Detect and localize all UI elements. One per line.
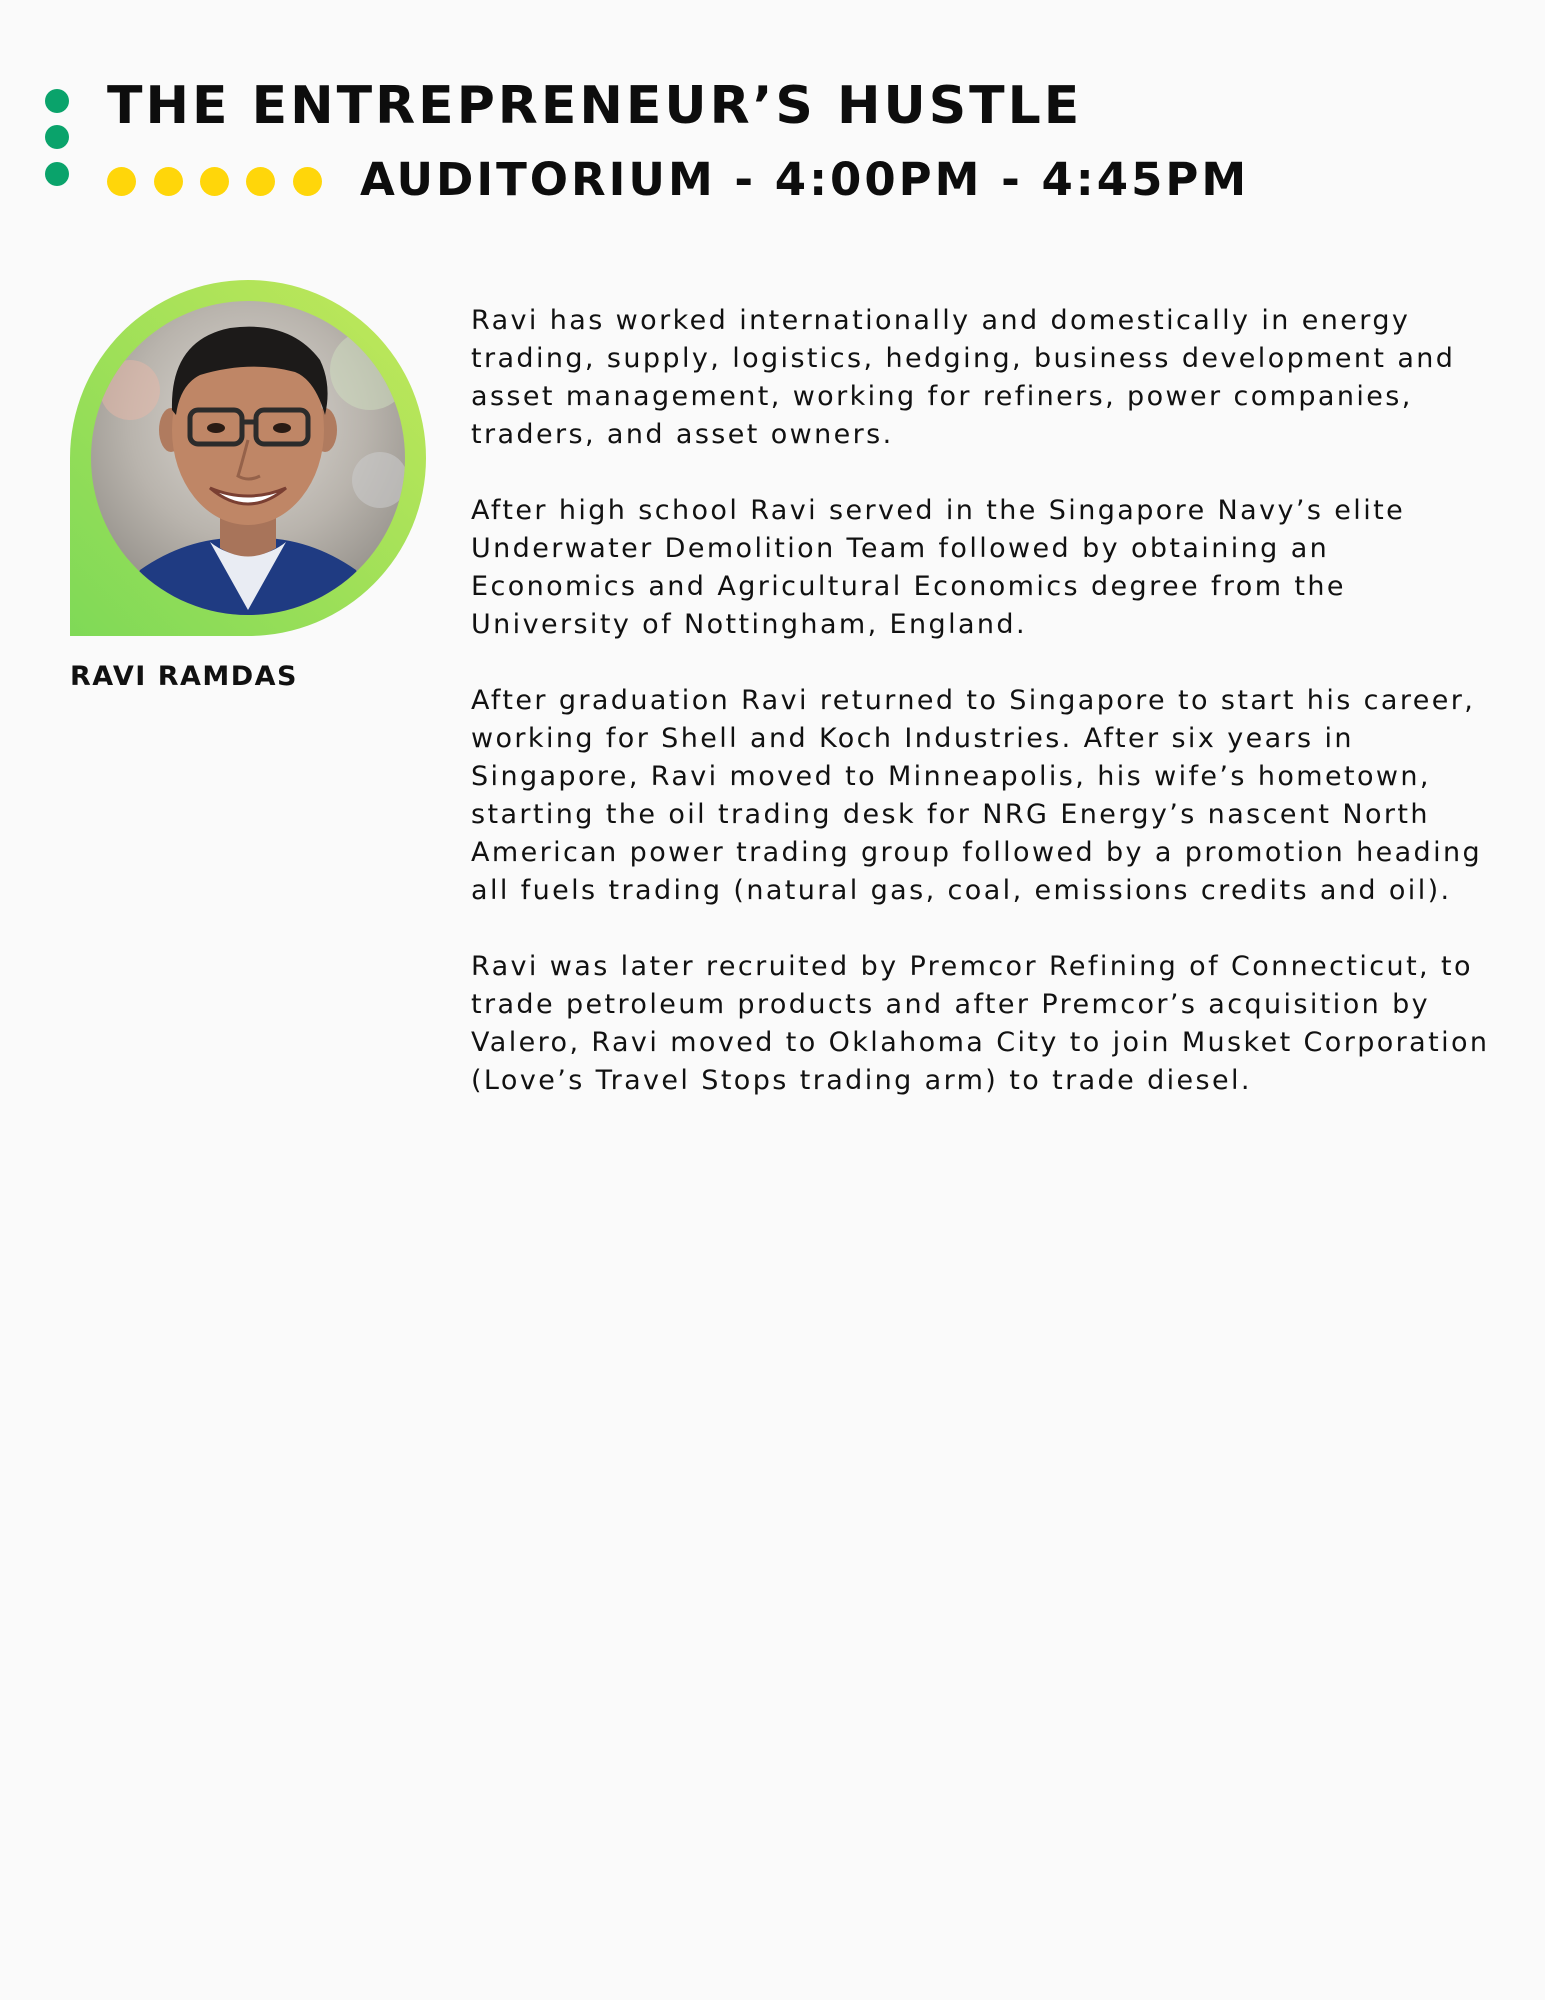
yellow-dot-3 <box>200 167 229 196</box>
green-dot-1 <box>45 89 69 113</box>
session-time-location: AUDITORIUM - 4:00PM - 4:45PM <box>360 153 1250 206</box>
speaker-photo <box>70 280 426 636</box>
bio-paragraph-3: After graduation Ravi returned to Singapore to start his career, working for Shell and Koch Industries. After six years in Singapore, Ravi moved to Minneapolis, his wife’s hometown, starting the oil trading desk for NRG Energy’s nascent North American power trading group followed by a promotion heading all fuels trading (natural gas, coal, emissions credits and oil). <box>471 685 1483 906</box>
session-title: THE ENTREPRENEUR’S HUSTLE <box>107 76 1083 136</box>
speaker-portrait-icon <box>70 280 426 636</box>
yellow-dot-2 <box>154 167 183 196</box>
bio-paragraph-4: Ravi was later recruited by Premcor Refining of Connecticut, to trade petroleum products and after Premcor’s acquisition by Valero, Ravi moved to Oklahoma City to join Musket Corporation (Love’s Travel Stops trading arm) to trade diesel. <box>471 951 1490 1096</box>
green-dot-2 <box>45 125 69 149</box>
speaker-bio <box>471 302 1491 1138</box>
yellow-dot-1 <box>107 167 136 196</box>
yellow-dot-5 <box>293 167 322 196</box>
bio-paragraph-2: After high school Ravi served in the Singapore Navy’s elite Underwater Demolition Team followed by obtaining an Economics and Agricultural Economics degree from the University of Nottingham, England. <box>471 495 1406 640</box>
yellow-dot-4 <box>246 167 275 196</box>
green-dot-3 <box>45 162 69 186</box>
speaker-name: RAVI RAMDAS <box>70 661 299 692</box>
bio-paragraph-1: Ravi has worked internationally and domestically in energy trading, supply, logistics, hedging, business development and asset management, working for refiners, power companies, traders, and asset owners. <box>471 305 1456 450</box>
